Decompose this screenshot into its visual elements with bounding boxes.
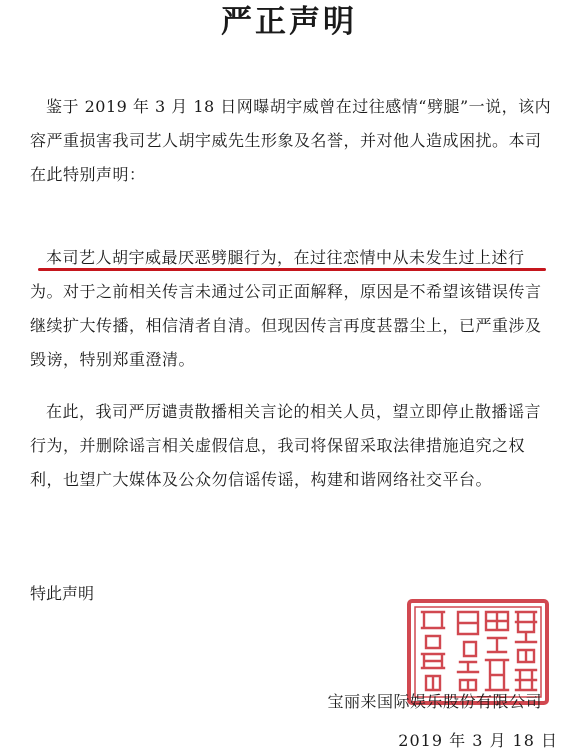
paragraph-2 xyxy=(30,241,556,377)
paragraph-1-text: 鉴于 2019 年 3 月 18 日网曝胡宇威曾在过往感情“劈腿”一说，该内容严重损害我司艺人胡宇威先生形象及名誉，并对他人造成困扰。本司在此特别声明： xyxy=(30,97,552,184)
document-title: 严正声明 xyxy=(221,4,357,40)
highlighted-statement: 本司艺人胡宇威最厌恶劈腿行为，在过往恋情中从未发生过上述行为。 xyxy=(30,248,525,301)
company-name: 宝丽来国际娱乐股份有限公司 xyxy=(327,692,542,711)
paragraph-3 xyxy=(30,395,556,497)
paragraph-2-text: 对于之前相关传言未通过公司正面解释，原因是不希望该错误传言继续扩大传播，相信清者自清。但现因传言再度甚嚣尘上，已严重涉及毁谤，特别郑重澄清。 xyxy=(30,282,542,369)
statement-date: 2019 年 3 月 18 日 xyxy=(398,731,558,750)
closing-line: 特此声明 xyxy=(30,584,95,603)
paragraph-1 xyxy=(30,90,556,192)
paragraph-3-text: 在此，我司严厉谴责散播相关言论的相关人员，望立即停止散播谣言行为，并删除谣言相关虚假信息，我司将保留采取法律措施追究之权利，也望广大媒体及公众勿信谣传谣，构建和谐网络社交平台。 xyxy=(30,402,542,489)
red-underline xyxy=(38,268,546,271)
